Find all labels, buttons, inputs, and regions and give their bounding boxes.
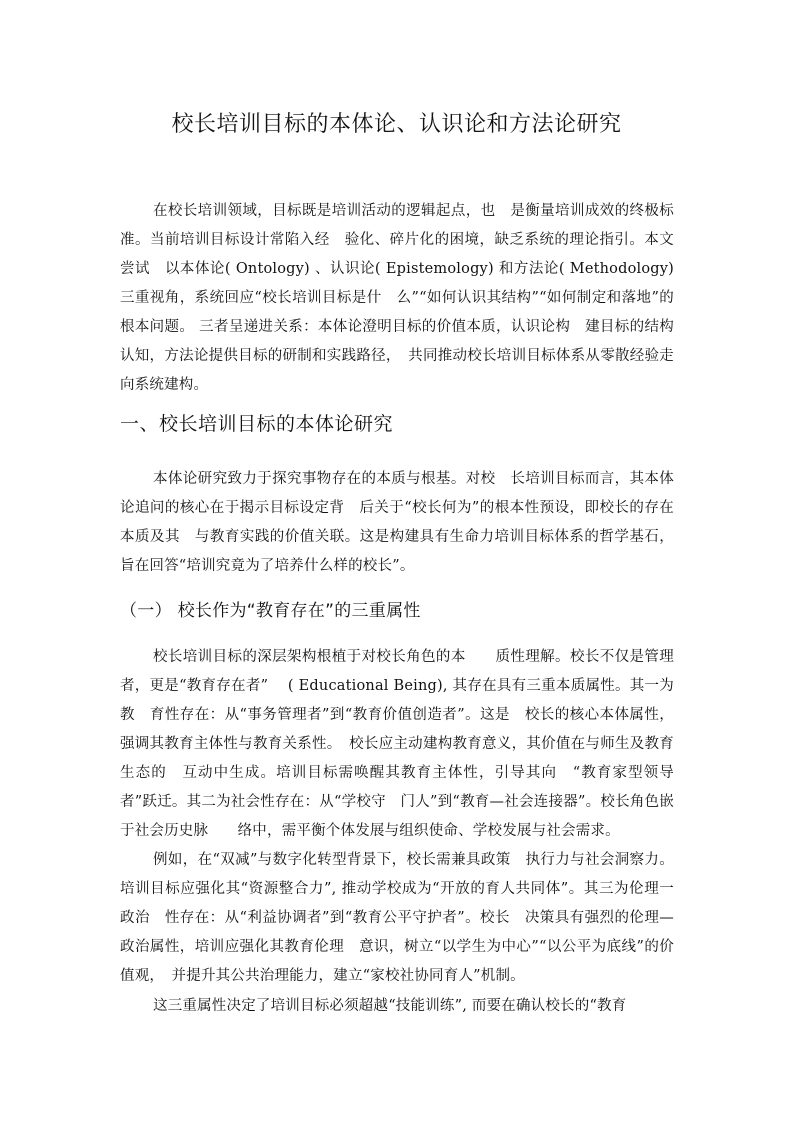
paper-title: 校长培训目标的本体论、认识论和方法论研究 [171,112,622,137]
body-paragraph: 例如，在“双减”与数字化转型背景下，校长需兼具政策 执行力与社会洞察力。培训目标应强化其“资源整合力”, 推动学校成为“开放的育人共同体”。其三为伦理一政治 性存在：从“利益协调者”到“教育公平守护者”。校长 决策具有强烈的伦理—政治属性，培训应强化其教育伦理 意识，树立“以学生为中心”“以公平为底线”的价值观， 并提升其公共治理能力，建立“家校社协同育人”机制。 [120,852,674,984]
body-paragraph: 校长培训目标的深层架构根植于对校长角色的本 质性理解。校长不仅是管理者，更是“教育存在者” ( Educational Being), 其存在具有三重本质属性。其一为教 育性存在：从“事务管理者”到“教育价值创造者”。这是 校长的核心本体属性，强调其教育主体性与教育关系性。 校长应主动建构教育意义，其价值在与师生及教育生态的 互动中生成。培训目标需唤醒其教育主体性，引导其向 “教育家型领导者”跃迁。其二为社会性存在：从“学校守 门人”到“教育—社会连接器”。校长角色嵌于社会历史脉 络中，需平衡个体发展与组织使命、学校发展与社会需求。 [120,649,674,839]
abstract-paragraph: 在校长培训领域，目标既是培训活动的逻辑起点，也 是衡量培训成效的终极标准。当前培训目标设计常陷入经 验化、碎片化的困境，缺乏系统的理论指引。本文尝试 以本体论( Ontology) 、认识论( Epistemology) 和方法论( Methodology) 三重视角，系统回应“校长培训目标是什 么”“如何认识其结构”“如何制定和落地”的根本问题。 三者呈递进关系：本体论澄明目标的价值本质，认识论构 建目标的结构认知，方法论提供目标的研制和实践路径， 共同推动校长培训目标体系从零散经验走向系统建构。 [120,203,674,393]
body-paragraph: 这三重属性决定了培训目标必须超越“技能训练”, 而要在确认校长的“教育 [153,998,627,1014]
section-paragraph: 本体论研究致力于探究事物存在的本质与根基。对校 长培训目标而言，其本体论追问的核心在于揭示目标设定背 后关于“校长何为”的根本性预设，即校长的存在本质及其 与教育实践的价值关联。这是构建具有生命力培训目标体系的哲学基石，旨在回答“培训究竟为了培养什么样的校长”。 [120,471,674,574]
section-heading-ontology: 一、校长培训目标的本体论研究 [120,413,394,435]
subsection-heading-three-attributes: （一） 校长作为“教育存在”的三重属性 [120,601,421,621]
